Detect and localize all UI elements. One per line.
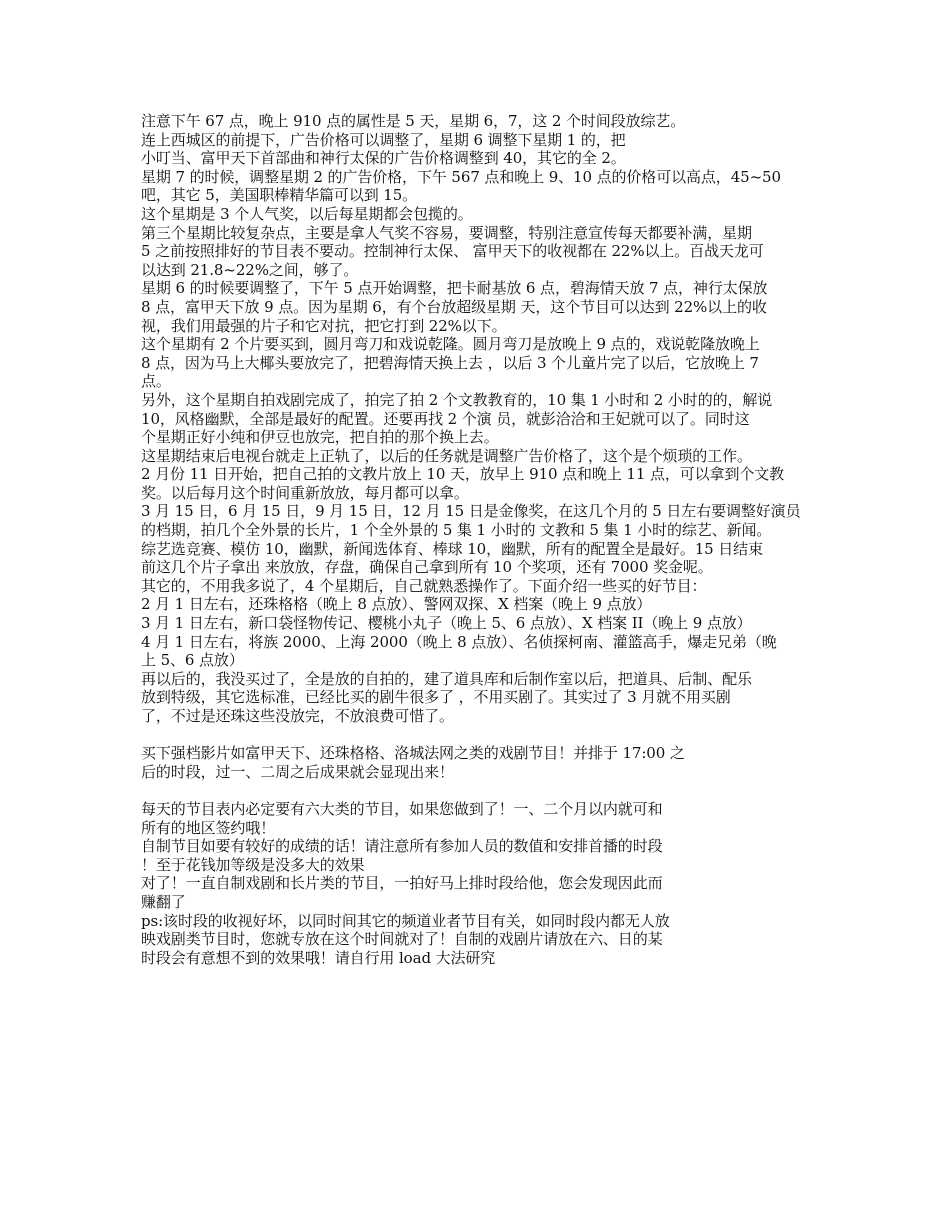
text-line: 这个星期是 3 个人气奖，以后每星期都会包揽的。 bbox=[141, 204, 473, 223]
text-line: 时段会有意想不到的效果哦！请自行用 load 大法研究 bbox=[141, 948, 496, 967]
document-body bbox=[141, 112, 816, 967]
text-line: 所有的地区签约哦！ bbox=[141, 818, 276, 837]
text-line: 5 之前按照排好的节目表不要动。控制神行太保、 富甲天下的收视都在 22%以上。百战天龙可 bbox=[141, 242, 764, 261]
text-line: 个星期正好小纯和伊豆也放完，把自拍的那个换上去。 bbox=[141, 428, 499, 447]
text-line: 这个星期有 2 个片要买到，圆月弯刀和戏说乾隆。圆月弯刀是放晚上 9 点的，戏说乾隆放晚上 bbox=[141, 335, 760, 354]
text-line: 再以后的，我没买过了，全是放的自拍的，建了道具库和后制作室以后，把道具、后制、配乐 bbox=[141, 669, 752, 688]
blank-line bbox=[141, 781, 816, 800]
text-line: 其它的，不用我多说了，4 个星期后，自己就熟悉操作了。下面介绍一些买的好节目： bbox=[141, 576, 707, 595]
text-line: 2 月份 11 日开始，把自己拍的文教片放上 10 天，放早上 910 点和晚上 11 点，可以拿到个文教 bbox=[141, 465, 785, 484]
text-line: 买下强档影片如富甲天下、还珠格格、洛城法网之类的戏剧节目！并排于 17:00 之 bbox=[141, 744, 685, 763]
text-line: 小叮当、富甲天下首部曲和神行太保的广告价格调整到 40，其它的全 2。 bbox=[141, 149, 626, 168]
text-line: 了，不过是还珠这些没放完，不放浪费可惜了。 bbox=[141, 707, 454, 725]
text-line: 以达到 21.8~22%之间，够了。 bbox=[141, 260, 359, 279]
text-line: 对了！一直自制戏剧和长片类的节目，一拍好马上排时段给他，您会发现因此而 bbox=[141, 874, 663, 893]
text-line: 8 点，富甲天下放 9 点。因为星期 6，有个台放超级星期 天，这个节目可以达到 22%以上的收 bbox=[141, 297, 767, 316]
text-line: 连上西城区的前提下，广告价格可以调整了，星期 6 调整下星期 1 的，把 bbox=[141, 130, 626, 149]
text-line: 奖。以后每月这个时间重新放放，每月都可以拿。 bbox=[141, 483, 469, 502]
text-line: 8 点，因为马上大椰头要放完了，把碧海情天换上去 ，以后 3 个儿童片完了以后，它放晚上 7 bbox=[141, 353, 759, 372]
text-line: 映戏剧类节目时，您就专放在这个时间就对了！自制的戏剧片请放在六、日的某 bbox=[141, 930, 663, 949]
text-line: 上 5、6 点放） bbox=[141, 651, 244, 670]
text-line: 后的时段，过一、二周之后成果就会显现出来！ bbox=[141, 762, 454, 781]
text-line: 3 月 15 日，6 月 15 日，9 月 15 日，12 月 15 日是金像奖，在这几个月的 5 日左右要调整好演员 bbox=[141, 502, 801, 521]
text-line: ps:该时段的收视好坏，以同时间其它的频道业者节目有关，如同时段内都无人放 bbox=[141, 911, 670, 930]
text-line: 10，风格幽默，全部是最好的配置。还要再找 2 个演 员，就彭洽洽和王妃就可以了。同时这 bbox=[141, 409, 750, 428]
text-line: 注意下午 67 点，晚上 910 点的属性是 5 天，星期 6，7，这 2 个时间段放综艺。 bbox=[141, 112, 686, 130]
text-line: 前这几个片子拿出 来放放，存盘，确保自己拿到所有 10 个奖项，还有 7000 奖金呢。 bbox=[141, 558, 713, 577]
text-line: 的档期，拍几个全外景的长片，1 个全外景的 5 集 1 小时的 文教和 5 集 1 小时的综艺、新闻。 bbox=[141, 521, 772, 540]
text-line: 2 月 1 日左右，还珠格格（晚上 8 点放）、警网双探、X 档案（晚上 9 点放） bbox=[141, 595, 652, 614]
text-line: 吧，其它 5，美国职棒精华篇可以到 15。 bbox=[141, 186, 418, 205]
text-line: 放到特级，其它选标准，已经比买的剧牛很多了 ，不用买剧了。其实过了 3 月就不用买剧 bbox=[141, 688, 731, 707]
text-line: 赚翻了 bbox=[141, 892, 186, 911]
text-line: 星期 6 的时候要调整了，下午 5 点开始调整，把卡耐基放 6 点，碧海情天放 7 点，神行太保放 bbox=[141, 279, 768, 298]
text-line: 第三个星期比较复杂点，主要是拿人气奖不容易，要调整，特别注意宣传每天都要补满，星期 bbox=[141, 223, 752, 242]
text-line: 4 月 1 日左右，将族 2000、上海 2000（晚上 8 点放）、名侦探柯南、灌篮高手，爆走兄弟（晚 bbox=[141, 632, 777, 651]
text-line: 另外，这个星期自拍戏剧完成了，拍完了拍 2 个文教教育的，10 集 1 小时和 2 小时的的，解说 bbox=[141, 390, 773, 409]
blank-line bbox=[141, 726, 816, 745]
text-line: 星期 7 的时候，调整星期 2 的广告价格，下午 567 点和晚上 9、10 点的价格可以高点，45~50 bbox=[141, 167, 781, 186]
text-line: 这星期结束后电视台就走上正轨了，以后的任务就是调整广告价格了，这个是个烦琐的工作。 bbox=[141, 446, 752, 465]
text-line: 点。 bbox=[141, 372, 171, 391]
text-line: 视，我们用最强的片子和它对抗，把它打到 22%以下。 bbox=[141, 316, 507, 335]
text-line: 自制节目如要有较好的成绩的话！请注意所有参加人员的数值和安排首播的时段 bbox=[141, 837, 663, 856]
text-line: ！至于花钱加等级是没多大的效果 bbox=[141, 855, 365, 874]
text-line: 3 月 1 日左右，新口袋怪物传记、樱桃小丸子（晚上 5、6 点放）、X 档案 II（晚上 9 点放） bbox=[141, 614, 752, 633]
text-line: 综艺选竞赛、模仿 10，幽默，新闻选体育、棒球 10，幽默，所有的配置全是最好。15 日结束 bbox=[141, 539, 763, 558]
text-line: 每天的节目表内必定要有六大类的节目，如果您做到了！一、二个月以内就可和 bbox=[141, 799, 663, 818]
